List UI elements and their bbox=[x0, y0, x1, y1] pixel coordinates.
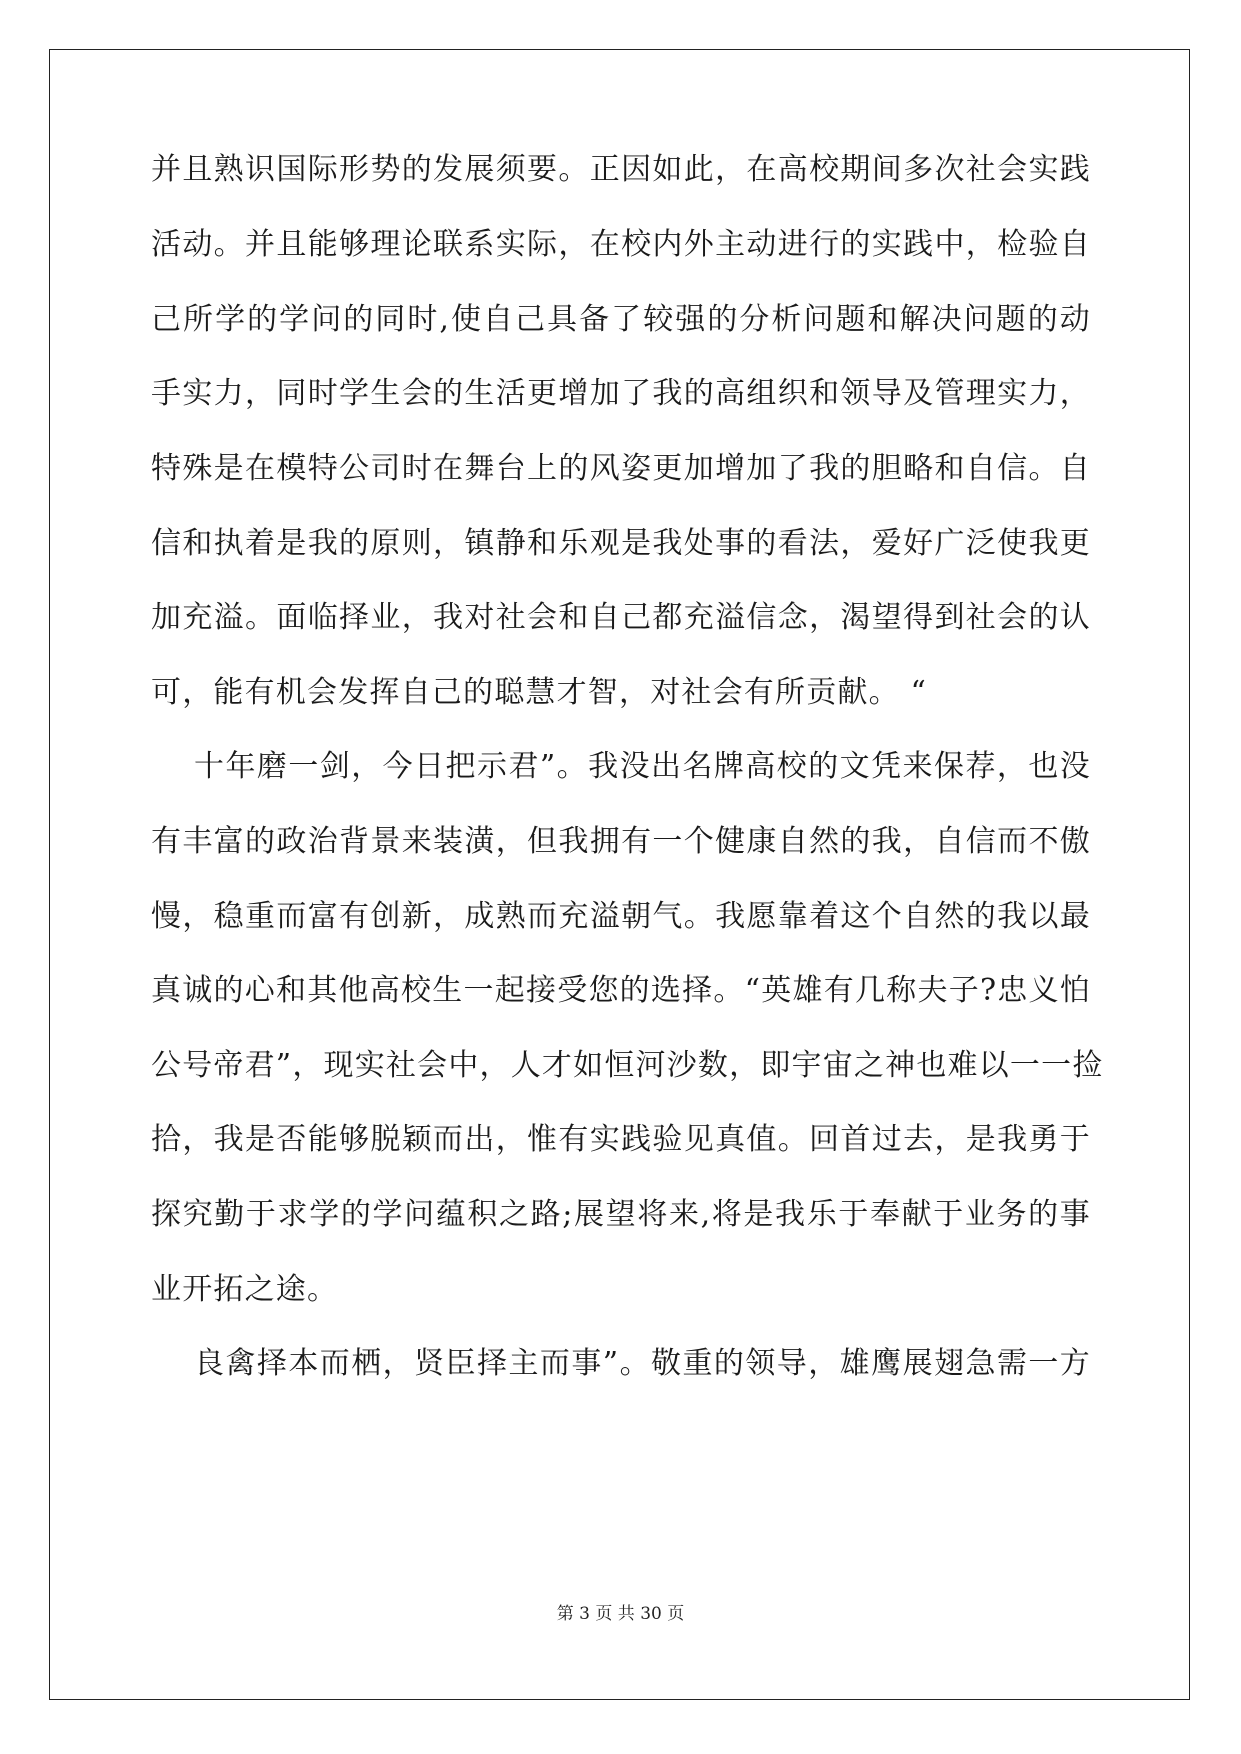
text-line: 公号帝君”，现实社会中，人才如恒河沙数，即宇宙之神也难以一一捡 bbox=[151, 1048, 1104, 1083]
text-line: 加充溢。面临择业，我对社会和自己都充溢信念，渴望得到社会的认 bbox=[151, 600, 1091, 635]
text-line: 探究勤于求学的学问蕴积之路;展望将来,将是我乐于奉献于业务的事 bbox=[151, 1197, 1091, 1232]
text-line: 可，能有机会发挥自己的聪慧才智，对社会有所贡献。 “ bbox=[151, 675, 928, 710]
paragraph-first-line: 良禽择本而栖，贤臣择主而事”。敬重的领导，雄鹰展翅急需一方 bbox=[194, 1346, 1091, 1381]
text-line: 活动。并且能够理论联系实际，在校内外主动进行的实践中，检验自 bbox=[151, 227, 1091, 262]
paragraph-first-line: 十年磨一剑，今日把示君”。我没出名牌高校的文凭来保荐，也没 bbox=[194, 749, 1091, 784]
text-line: 业开拓之途。 bbox=[151, 1272, 339, 1307]
page-border bbox=[49, 49, 1190, 1700]
page-number-footer: 第 3 页 共 30 页 bbox=[556, 1604, 685, 1624]
text-line: 拾，我是否能够脱颖而出，惟有实践验见真值。回首过去，是我勇于 bbox=[151, 1122, 1091, 1157]
text-line: 特殊是在模特公司时在舞台上的风姿更加增加了我的胆略和自信。自 bbox=[151, 451, 1091, 486]
text-line: 手实力，同时学生会的生活更增加了我的高组织和领导及管理实力， bbox=[151, 376, 1091, 411]
text-line: 慢，稳重而富有创新，成熟而充溢朝气。我愿靠着这个自然的我以最 bbox=[151, 899, 1091, 934]
text-line: 信和执着是我的原则，镇静和乐观是我处事的看法，爱好广泛使我更 bbox=[151, 526, 1091, 561]
text-line: 己所学的学问的同时,使自己具备了较强的分析问题和解决问题的动 bbox=[151, 302, 1091, 337]
text-line: 并且熟识国际形势的发展须要。正因如此，在高校期间多次社会实践 bbox=[151, 152, 1091, 187]
text-line: 真诚的心和其他高校生一起接受您的选择。“英雄有几称夫子?忠义怕 bbox=[151, 973, 1091, 1008]
text-line: 有丰富的政治背景来装潢，但我拥有一个健康自然的我，自信而不傲 bbox=[151, 824, 1091, 859]
